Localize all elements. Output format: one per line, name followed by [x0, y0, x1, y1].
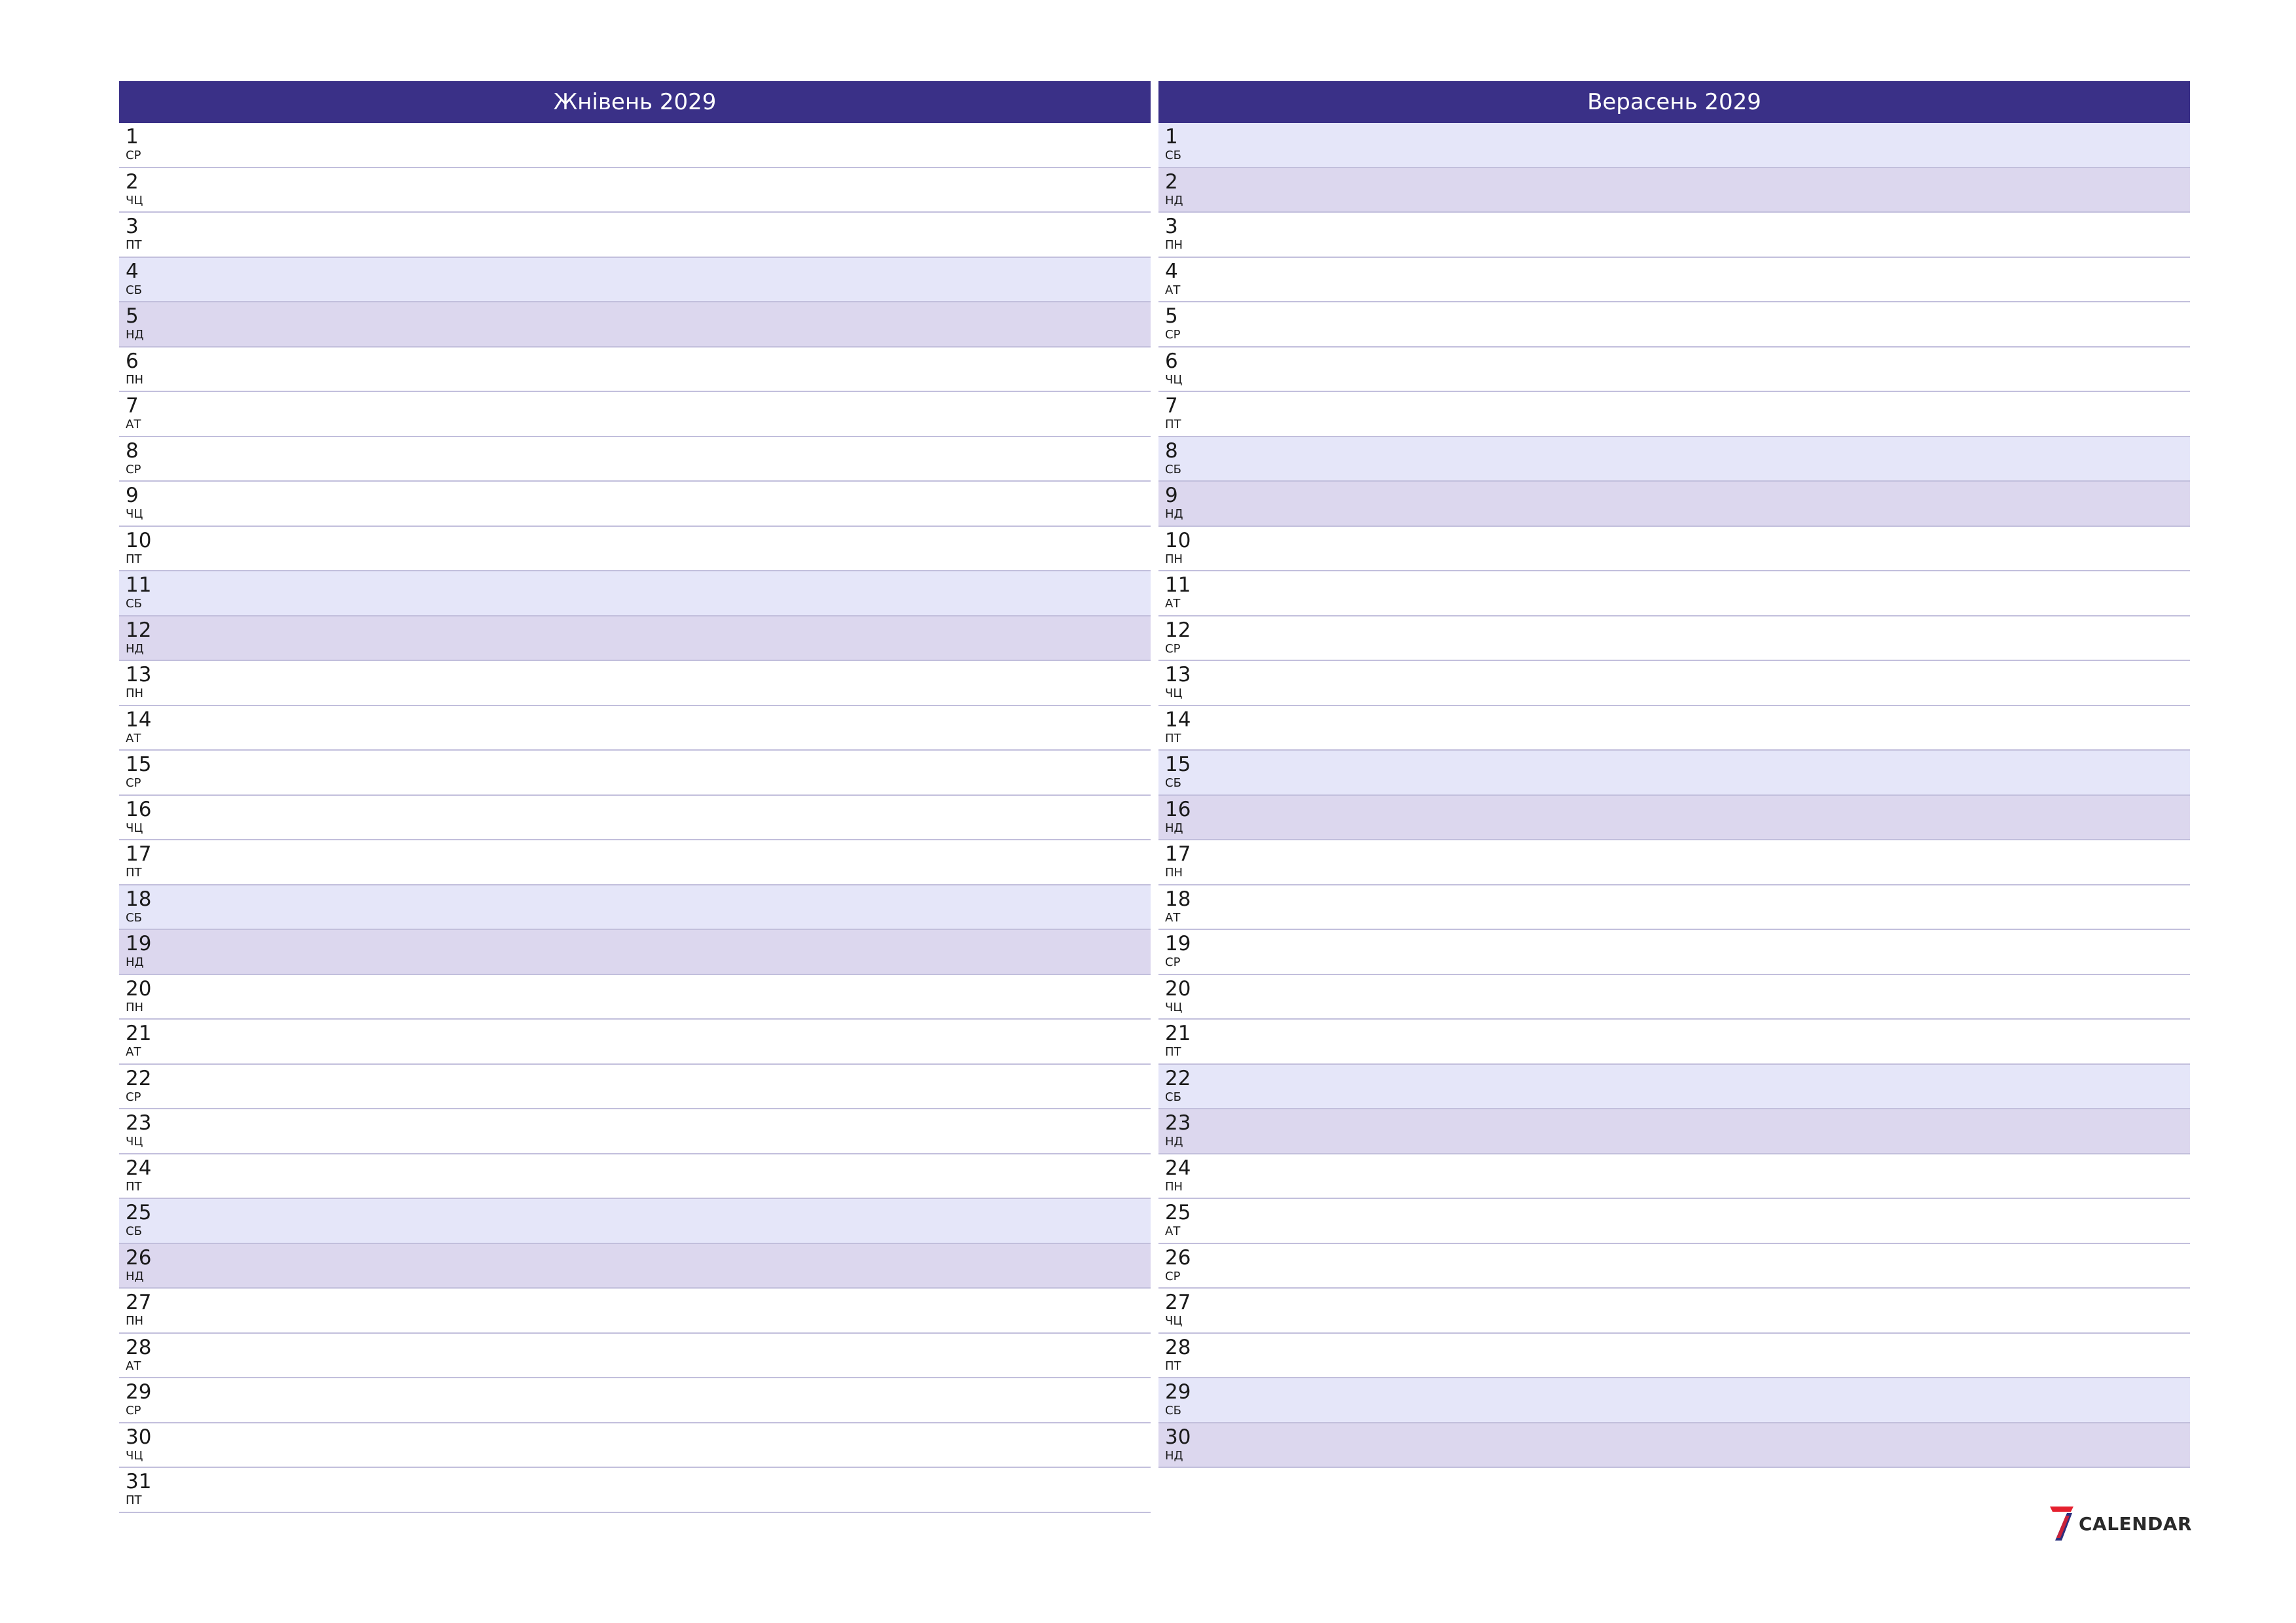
day-number: 11: [126, 573, 152, 597]
seven-logo-icon: [2047, 1505, 2075, 1542]
day-number: 14: [1165, 707, 1191, 732]
day-number: 28: [126, 1335, 152, 1359]
month-title: Верасень 2029: [1158, 81, 2190, 123]
day-number: 18: [1165, 887, 1191, 911]
weekday-abbr: ПН: [1165, 1179, 1183, 1194]
day-number: 1: [126, 125, 139, 149]
weekday-abbr: НД: [126, 1269, 144, 1283]
day-number: 31: [126, 1470, 152, 1493]
day-row[interactable]: [119, 1289, 1151, 1334]
day-row[interactable]: [1158, 437, 2190, 482]
day-row[interactable]: [119, 392, 1151, 437]
weekday-abbr: ЧЦ: [1165, 687, 1183, 700]
weekday-abbr: ЧЦ: [126, 1448, 143, 1463]
day-row[interactable]: [119, 975, 1151, 1020]
day-row[interactable]: [1158, 1244, 2190, 1289]
day-number: 25: [1165, 1201, 1191, 1224]
day-row[interactable]: [1158, 482, 2190, 527]
weekday-abbr: АТ: [126, 1045, 141, 1059]
weekday-abbr: СБ: [126, 1224, 142, 1238]
day-number: 6: [1165, 349, 1178, 373]
day-row[interactable]: [1158, 258, 2190, 303]
day-row[interactable]: [119, 1154, 1151, 1200]
weekday-abbr: АТ: [126, 418, 141, 431]
day-number: 2: [1165, 169, 1178, 194]
weekday-abbr: АТ: [1165, 597, 1181, 611]
month-title: Жнівень 2029: [119, 81, 1151, 123]
day-row[interactable]: [119, 1199, 1151, 1244]
weekday-abbr: СР: [126, 1404, 141, 1418]
day-list: [1158, 123, 2190, 1468]
weekday-abbr: НД: [1165, 507, 1183, 521]
weekday-abbr: ЧЦ: [126, 507, 143, 521]
weekday-abbr: СБ: [126, 283, 142, 297]
day-number: 22: [1165, 1066, 1191, 1090]
day-number: 24: [1165, 1156, 1191, 1180]
weekday-abbr: СБ: [1165, 149, 1181, 162]
day-number: 9: [126, 484, 139, 507]
day-row[interactable]: [1158, 975, 2190, 1020]
weekday-abbr: СР: [1165, 328, 1181, 342]
day-number: 16: [1165, 797, 1191, 821]
weekday-abbr: СБ: [126, 910, 142, 925]
weekday-abbr: ЧЦ: [1165, 1000, 1183, 1014]
day-number: 12: [126, 618, 152, 642]
day-number: 20: [126, 976, 152, 1001]
weekday-abbr: ПН: [126, 1000, 144, 1014]
day-number: 3: [126, 215, 139, 238]
weekday-abbr: ПТ: [1165, 1359, 1181, 1373]
day-number: 13: [1165, 663, 1191, 687]
weekday-abbr: НД: [1165, 193, 1183, 207]
weekday-abbr: СР: [126, 462, 141, 476]
day-number: 17: [1165, 842, 1191, 866]
day-row[interactable]: [1158, 527, 2190, 572]
weekday-abbr: СР: [1165, 641, 1181, 656]
day-row[interactable]: [119, 1334, 1151, 1379]
weekday-abbr: СР: [126, 1090, 141, 1104]
day-row[interactable]: [1158, 706, 2190, 751]
day-row[interactable]: [119, 258, 1151, 303]
day-row[interactable]: [1158, 1154, 2190, 1200]
day-number: 6: [126, 349, 139, 373]
day-number: 3: [1165, 215, 1178, 238]
day-number: 10: [1165, 528, 1191, 552]
day-row[interactable]: [1158, 796, 2190, 841]
day-number: 4: [1165, 259, 1178, 283]
day-number: 12: [1165, 618, 1191, 642]
day-number: 23: [126, 1111, 152, 1135]
day-number: 11: [1165, 573, 1191, 597]
weekday-abbr: АТ: [126, 1359, 141, 1373]
day-row[interactable]: [1158, 571, 2190, 616]
day-row[interactable]: [1158, 1334, 2190, 1379]
day-number: 9: [1165, 484, 1178, 507]
day-number: 29: [1165, 1380, 1191, 1404]
day-number: 13: [126, 663, 152, 687]
day-number: 7: [126, 394, 139, 418]
day-row[interactable]: [1158, 1378, 2190, 1423]
weekday-abbr: ЧЦ: [126, 1135, 143, 1149]
weekday-abbr: ПТ: [1165, 1045, 1181, 1059]
day-row[interactable]: [119, 930, 1151, 975]
day-row[interactable]: [119, 616, 1151, 662]
day-row[interactable]: [1158, 123, 2190, 168]
weekday-abbr: ПТ: [126, 866, 142, 880]
day-row[interactable]: [1158, 348, 2190, 393]
day-row[interactable]: [119, 348, 1151, 393]
weekday-abbr: ПН: [1165, 552, 1183, 566]
day-number: 19: [126, 932, 152, 955]
day-number: 15: [1165, 753, 1191, 776]
weekday-abbr: ПТ: [1165, 731, 1181, 745]
day-number: 26: [1165, 1245, 1191, 1270]
weekday-abbr: АТ: [1165, 910, 1181, 925]
weekday-abbr: ПТ: [126, 552, 142, 566]
day-number: 2: [126, 169, 139, 194]
weekday-abbr: ПТ: [126, 1493, 142, 1507]
weekday-abbr: СР: [1165, 1269, 1181, 1283]
weekday-abbr: ПН: [126, 687, 144, 700]
brand-name: CALENDAR: [2079, 1512, 2193, 1535]
day-number: 26: [126, 1245, 152, 1270]
month-september: [1158, 81, 2190, 1468]
day-row[interactable]: [1158, 661, 2190, 706]
day-row[interactable]: [1158, 1109, 2190, 1154]
weekday-abbr: АТ: [1165, 283, 1181, 297]
day-row[interactable]: [1158, 1065, 2190, 1110]
weekday-abbr: НД: [1165, 1135, 1183, 1149]
month-august: [119, 81, 1151, 1513]
day-row[interactable]: [1158, 751, 2190, 796]
day-number: 5: [1165, 304, 1178, 328]
day-row[interactable]: [119, 571, 1151, 616]
day-row[interactable]: [119, 168, 1151, 213]
weekday-abbr: ПТ: [1165, 418, 1181, 431]
day-row[interactable]: [1158, 168, 2190, 213]
brand-logo: [2047, 1505, 2192, 1542]
weekday-abbr: СБ: [1165, 462, 1181, 476]
day-row[interactable]: [119, 213, 1151, 258]
day-row[interactable]: [1158, 1020, 2190, 1065]
day-row[interactable]: [119, 885, 1151, 931]
day-number: 8: [1165, 438, 1178, 463]
day-row[interactable]: [1158, 616, 2190, 662]
day-row[interactable]: [119, 1423, 1151, 1469]
weekday-abbr: НД: [126, 955, 144, 969]
day-number: 15: [126, 753, 152, 776]
day-row[interactable]: [119, 751, 1151, 796]
day-number: 27: [1165, 1291, 1191, 1314]
day-row[interactable]: [119, 437, 1151, 482]
day-number: 10: [126, 528, 152, 552]
day-row[interactable]: [119, 840, 1151, 885]
day-row[interactable]: [119, 1065, 1151, 1110]
weekday-abbr: ПН: [126, 1314, 144, 1328]
weekday-abbr: ПН: [1165, 238, 1183, 252]
day-number: 22: [126, 1066, 152, 1090]
day-row[interactable]: [119, 302, 1151, 348]
weekday-abbr: НД: [1165, 1448, 1183, 1463]
weekday-abbr: СБ: [1165, 1404, 1181, 1418]
day-row[interactable]: [119, 1020, 1151, 1065]
day-number: 16: [126, 797, 152, 821]
weekday-abbr: АТ: [126, 731, 141, 745]
day-number: 28: [1165, 1335, 1191, 1359]
day-row[interactable]: [119, 661, 1151, 706]
day-number: 1: [1165, 125, 1178, 149]
day-row[interactable]: [119, 1109, 1151, 1154]
weekday-abbr: ЧЦ: [1165, 1314, 1183, 1328]
day-number: 27: [126, 1291, 152, 1314]
weekday-abbr: СБ: [126, 597, 142, 611]
day-number: 14: [126, 707, 152, 732]
day-row[interactable]: [1158, 1423, 2190, 1469]
weekday-abbr: АТ: [1165, 1224, 1181, 1238]
day-list: [119, 123, 1151, 1513]
day-row[interactable]: [1158, 885, 2190, 931]
day-row[interactable]: [1158, 840, 2190, 885]
day-row[interactable]: [1158, 213, 2190, 258]
weekday-abbr: ЧЦ: [1165, 372, 1183, 387]
weekday-abbr: СР: [126, 149, 141, 162]
weekday-abbr: СБ: [1165, 776, 1181, 790]
day-number: 21: [126, 1022, 152, 1045]
day-row[interactable]: [119, 123, 1151, 168]
day-row[interactable]: [119, 482, 1151, 527]
weekday-abbr: СБ: [1165, 1090, 1181, 1104]
day-number: 8: [126, 438, 139, 463]
weekday-abbr: ПН: [126, 372, 144, 387]
day-number: 21: [1165, 1022, 1191, 1045]
day-row[interactable]: [1158, 1199, 2190, 1244]
day-row[interactable]: [1158, 1289, 2190, 1334]
day-row[interactable]: [119, 1468, 1151, 1513]
weekday-abbr: СР: [1165, 955, 1181, 969]
weekday-abbr: ЧЦ: [126, 821, 143, 835]
day-row[interactable]: [1158, 392, 2190, 437]
day-number: 4: [126, 259, 139, 283]
day-number: 20: [1165, 976, 1191, 1001]
day-number: 17: [126, 842, 152, 866]
day-number: 19: [1165, 932, 1191, 955]
weekday-abbr: НД: [1165, 821, 1183, 835]
day-number: 23: [1165, 1111, 1191, 1135]
weekday-abbr: ЧЦ: [126, 193, 143, 207]
weekday-abbr: ПТ: [126, 1179, 142, 1194]
day-number: 30: [126, 1425, 152, 1449]
day-number: 29: [126, 1380, 152, 1404]
weekday-abbr: СР: [126, 776, 141, 790]
weekday-abbr: ПТ: [126, 238, 142, 252]
day-number: 5: [126, 304, 139, 328]
day-number: 24: [126, 1156, 152, 1180]
day-row[interactable]: [119, 1244, 1151, 1289]
day-row[interactable]: [119, 706, 1151, 751]
weekday-abbr: НД: [126, 328, 144, 342]
day-row[interactable]: [119, 527, 1151, 572]
day-number: 25: [126, 1201, 152, 1224]
day-row[interactable]: [1158, 930, 2190, 975]
day-row[interactable]: [119, 1378, 1151, 1423]
weekday-abbr: ПН: [1165, 866, 1183, 880]
day-row[interactable]: [119, 796, 1151, 841]
day-number: 30: [1165, 1425, 1191, 1449]
day-number: 7: [1165, 394, 1178, 418]
day-row[interactable]: [1158, 302, 2190, 348]
day-number: 18: [126, 887, 152, 911]
weekday-abbr: НД: [126, 641, 144, 656]
